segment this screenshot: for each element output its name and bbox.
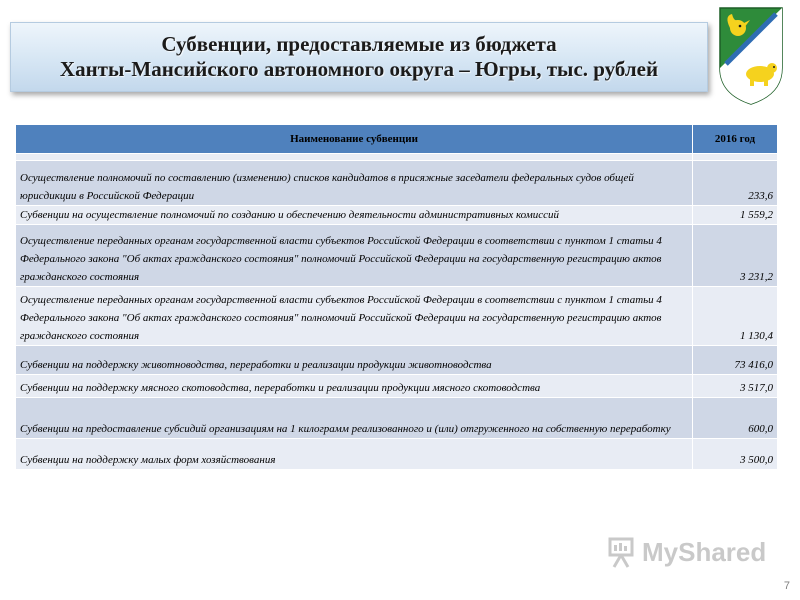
table-row [16, 375, 778, 398]
table-row [16, 346, 778, 375]
row-name: Осуществление полномочий по составлению (изменению) списков кандидатов в присяжные заседатели федеральных судов общей юрисдикции в Российской Федерации [16, 161, 693, 206]
row-value: 1 559,2 [693, 206, 778, 225]
row-value: 1 130,4 [693, 287, 778, 346]
row-name: Осуществление переданных органам государственной власти субъектов Российской Федерации в соответствии с пунктом 1 статьи 4 Федерального закона "Об актах гражданского состояния" полномочий Российской Федерации на государственную регистрацию актов гражданского состояния [16, 287, 693, 346]
header-name: Наименование субвенции [16, 125, 693, 154]
row-name: Осуществление переданных органам государственной власти субъектов Российской Федерации в соответствии с пунктом 1 статьи 4 Федерального закона "Об актах гражданского состояния" полномочий Российской Федерации на государственную регистрацию актов гражданского состояния [16, 225, 693, 287]
header-year: 2016 год [693, 125, 778, 154]
row-value: 233,6 [693, 161, 778, 206]
presentation-board-icon [604, 535, 638, 569]
row-value: 73 416,0 [693, 346, 778, 375]
row-value: 3 500,0 [693, 439, 778, 470]
table-row [16, 161, 778, 206]
table-row [16, 287, 778, 346]
table-header-row [16, 125, 778, 154]
row-name: Субвенции на поддержку малых форм хозяйствования [16, 439, 693, 470]
coat-of-arms-icon [718, 6, 784, 106]
row-name: Субвенции на предоставление субсидий организациям на 1 килограмм реализованного и (или) отгруженного на собственную переработку [16, 398, 693, 439]
table-row [16, 206, 778, 225]
table-row [16, 225, 778, 287]
title-banner [10, 22, 708, 92]
row-name: Субвенции на поддержку мясного скотоводства, переработки и реализации продукции мясного скотоводства [16, 375, 693, 398]
table-spacer-row [16, 154, 778, 161]
title-line-2: Ханты-Мансийского автономного округа – Югры, тыс. рублей [59, 57, 659, 81]
subventions-table [15, 124, 777, 470]
row-value: 3 231,2 [693, 225, 778, 287]
row-value: 600,0 [693, 398, 778, 439]
title-line-1: Субвенции, предоставляемые из бюджета [161, 32, 557, 56]
watermark-text: MyShared [642, 536, 767, 567]
row-name: Субвенции на осуществление полномочий по созданию и обеспечению деятельности административных комиссий [16, 206, 693, 225]
row-name: Субвенции на поддержку животноводства, переработки и реализации продукции животноводства [16, 346, 693, 375]
watermark [604, 534, 766, 570]
page-number: 7 [783, 580, 790, 592]
table-row [16, 439, 778, 470]
row-value: 3 517,0 [693, 375, 778, 398]
table-row [16, 398, 778, 439]
